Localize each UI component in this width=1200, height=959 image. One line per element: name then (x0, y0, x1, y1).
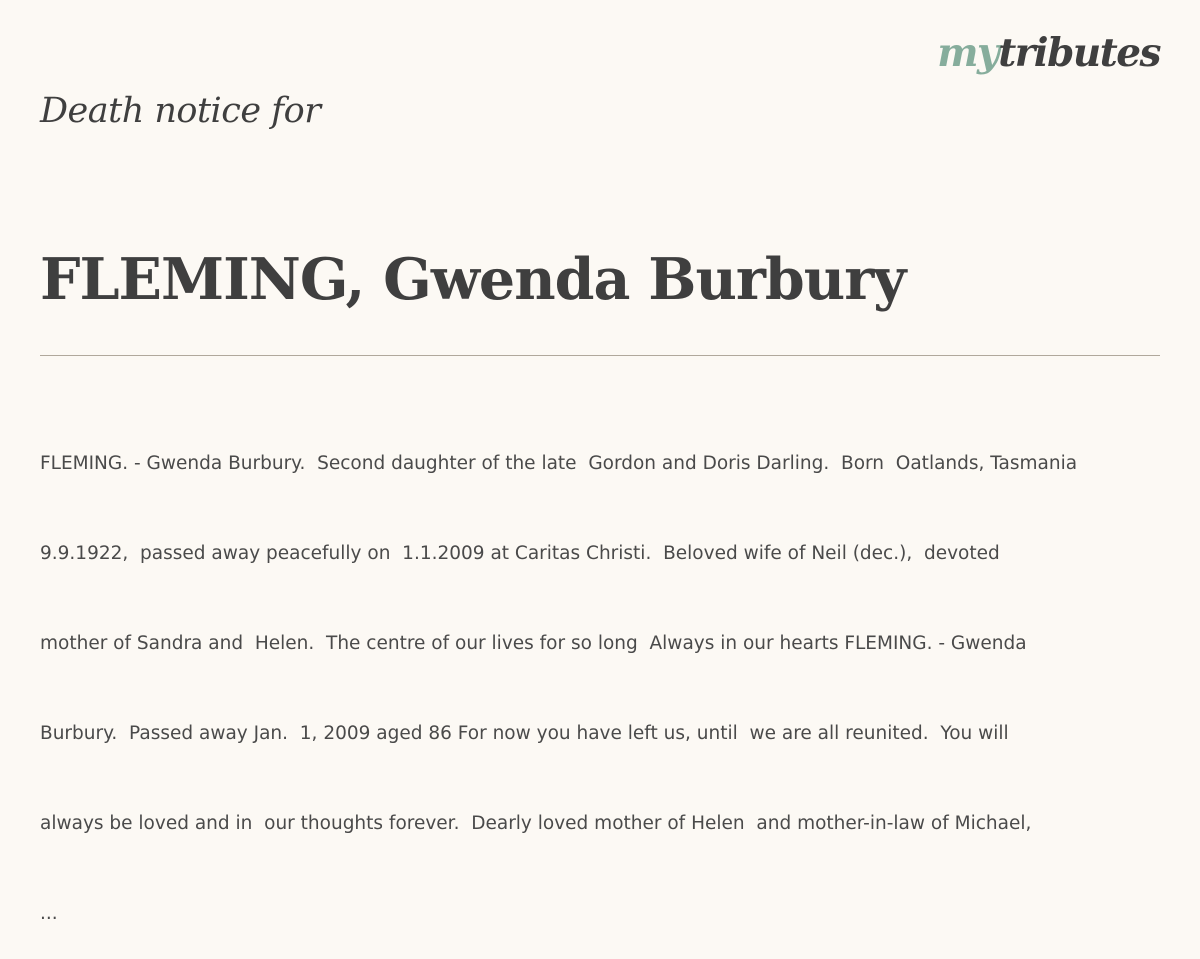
notice-ellipsis: ... (40, 903, 58, 924)
logo-my-text: my (937, 30, 999, 76)
notice-text (40, 389, 1160, 959)
notice-line: always be loved and in our thoughts forever. Dearly loved mother of Helen and mother-in-law of Michael, (40, 813, 1032, 834)
notice-line: Burbury. Passed away Jan. 1, 2009 aged 86 For now you have left us, until we are all reunited. You will (40, 723, 1009, 744)
logo-tributes-text: tributes (998, 30, 1160, 76)
notice-line: 9.9.1922, passed away peacefully on 1.1.2009 at Caritas Christi. Beloved wife of Neil (dec.), devoted (40, 543, 1000, 564)
divider (40, 355, 1160, 356)
notice-line: FLEMING. - Gwenda Burbury. Second daughter of the late Gordon and Doris Darling. Born Oatlands, Tasmania (40, 453, 1078, 474)
mytributes-logo (937, 30, 1160, 76)
death-notice-kicker: Death notice for (40, 91, 321, 131)
notice-line: mother of Sandra and Helen. The centre of our lives for so long Always in our hearts FLEMING. - Gwenda (40, 633, 1027, 654)
deceased-name: FLEMING, Gwenda Burbury (40, 246, 906, 314)
